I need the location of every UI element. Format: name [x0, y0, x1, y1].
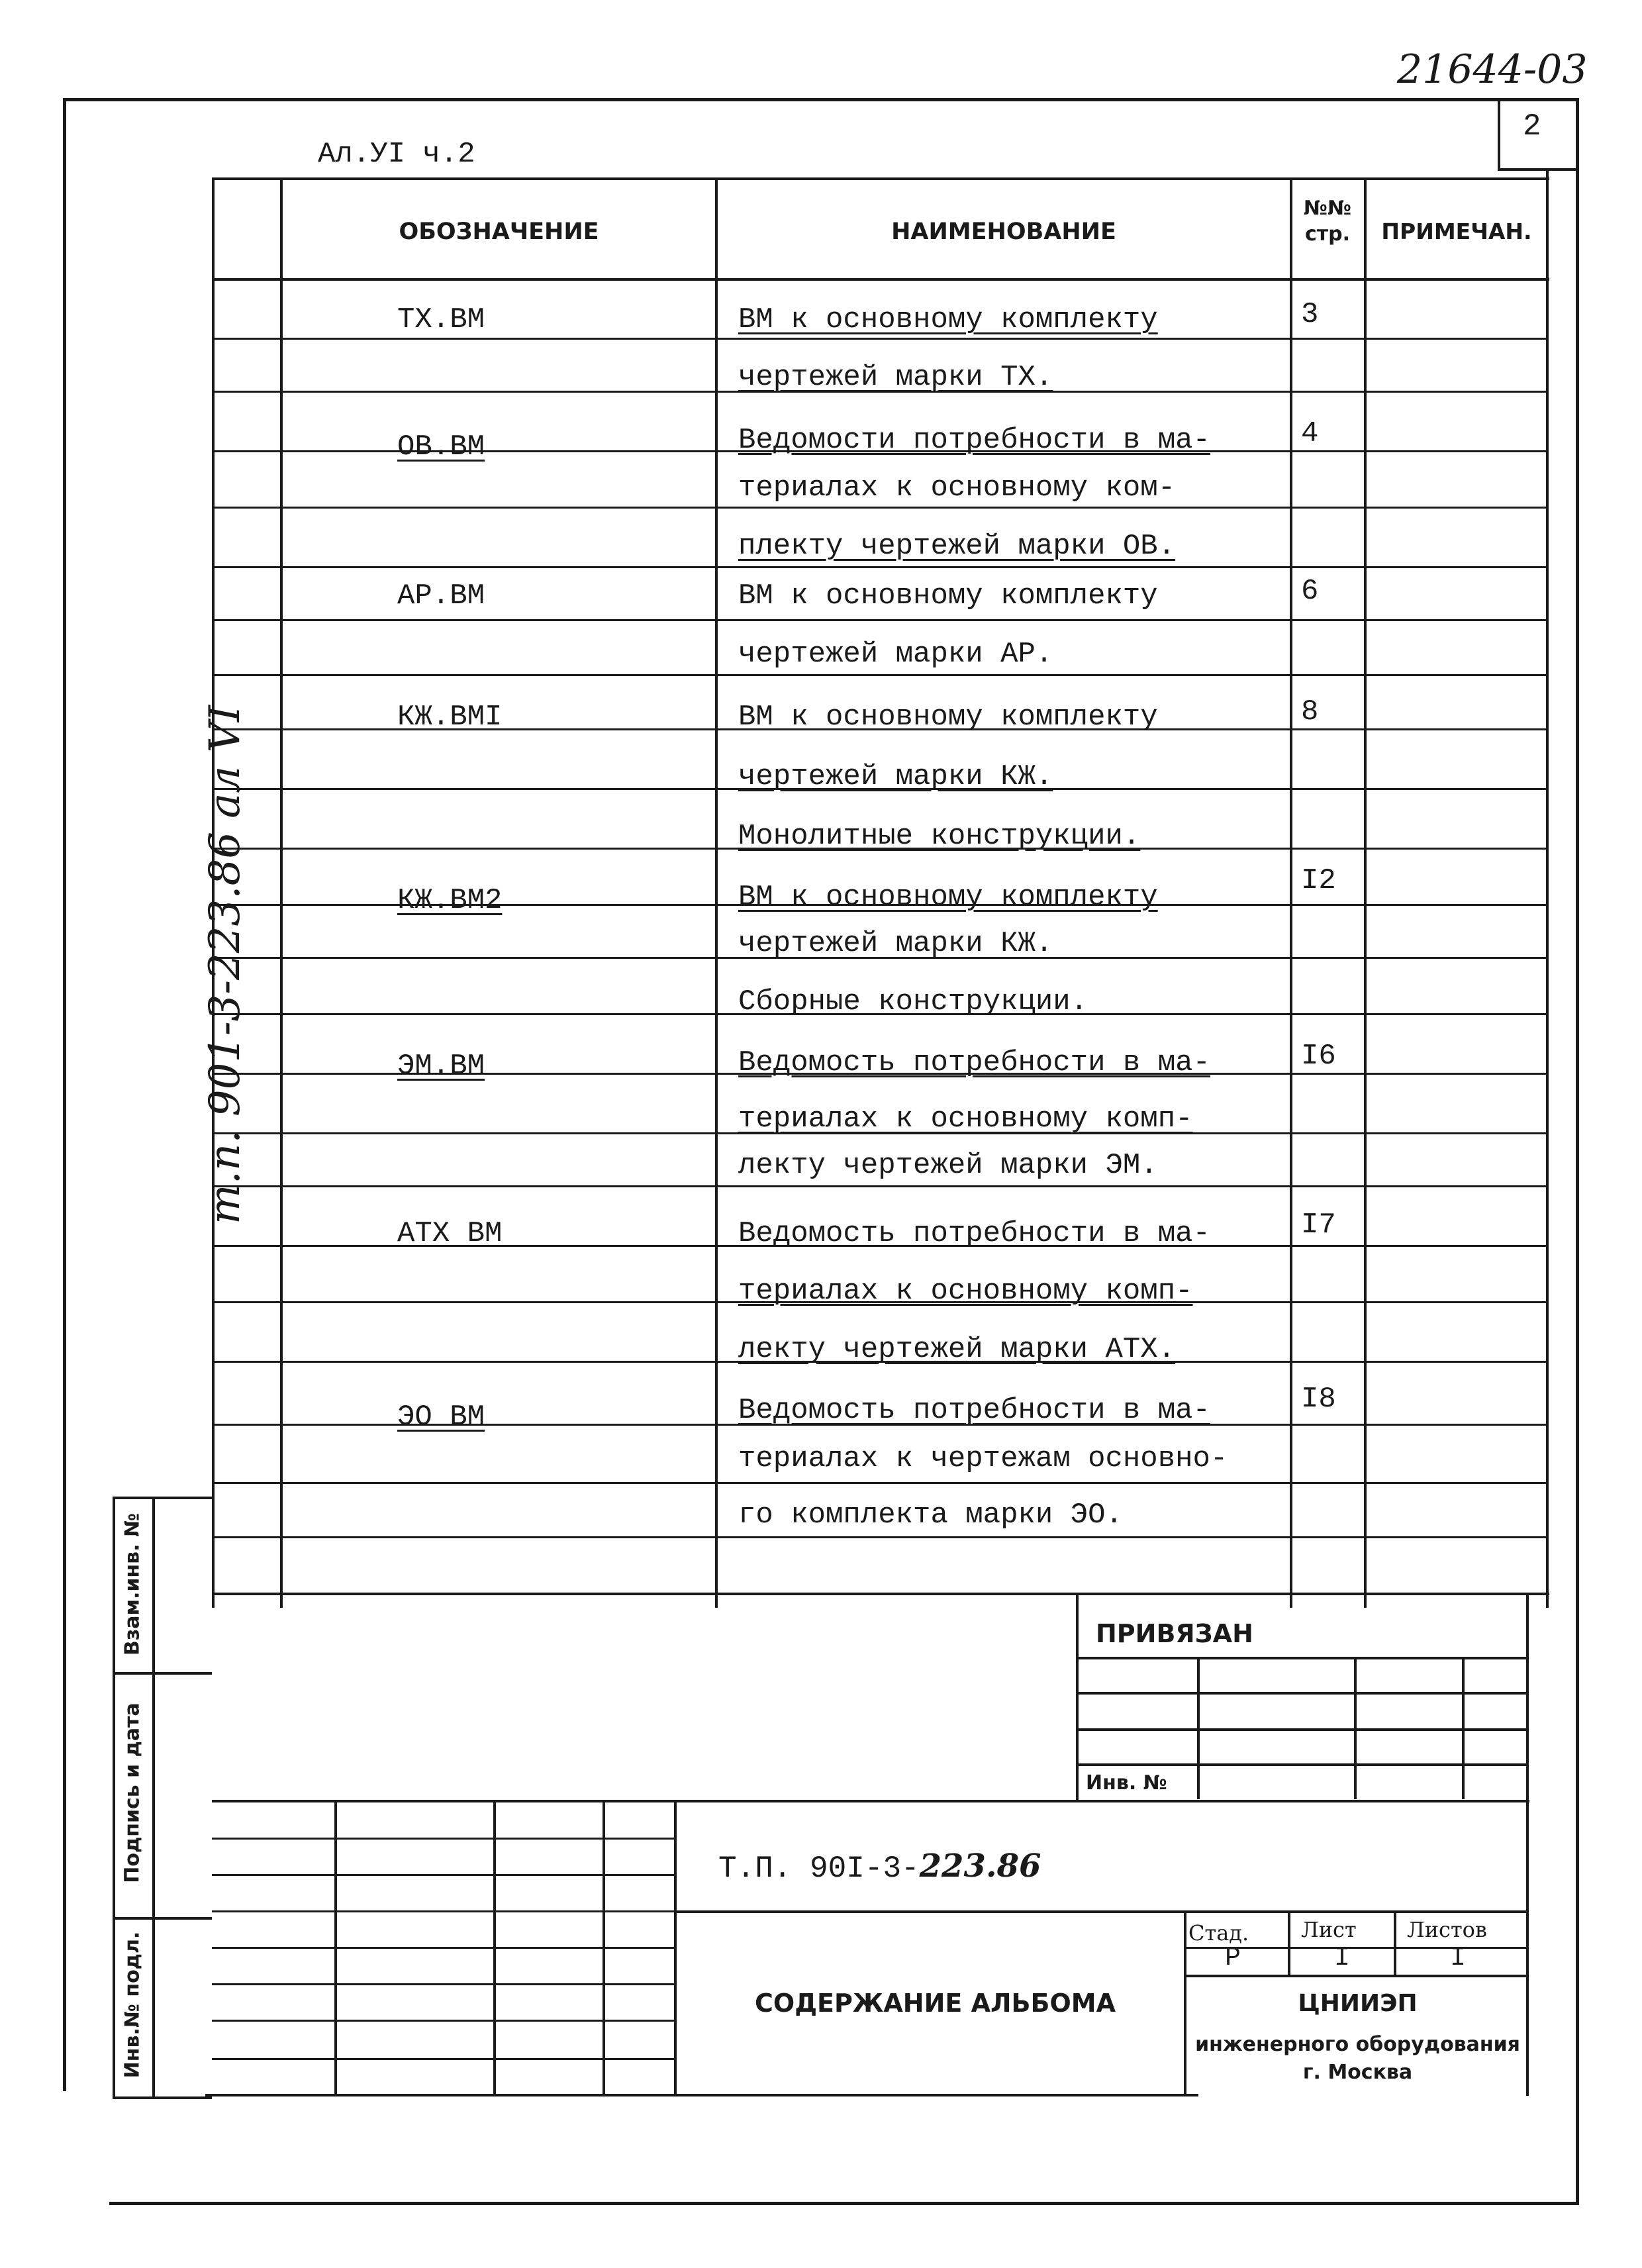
table-row-line: [212, 1536, 1548, 1538]
stamp-grid-row-line: [212, 1947, 675, 1949]
entry-name-line: лекту чертежей марки АТХ.: [738, 1333, 1176, 1366]
entry-page: I6: [1301, 1040, 1336, 1073]
header-remarks: ПРИМЕЧАН.: [1381, 219, 1532, 244]
entry-designation: АТХ ВМ: [397, 1217, 503, 1250]
bound-label: ПРИВЯЗАН: [1096, 1619, 1253, 1648]
entry-name-line: Сборные конструкции.: [738, 985, 1088, 1018]
entry-name-line: териалах к чертежам основно-: [738, 1442, 1228, 1475]
entry-designation: ЭМ.ВМ: [397, 1050, 485, 1083]
header-page-no: №№ стр.: [1303, 197, 1352, 246]
entry-designation: ОВ.ВМ: [397, 430, 485, 464]
org-subtitle: инженерного оборудования: [1195, 2033, 1520, 2056]
sheet-label: Лист: [1301, 1917, 1357, 1942]
bound-row1: [1076, 1657, 1529, 1659]
entry-page: I2: [1301, 864, 1336, 897]
stage-col2: [1394, 1910, 1396, 1975]
entry-name-line: ВМ к основному комплекту: [738, 881, 1158, 914]
header-name: НАИМЕНОВАНИЕ: [891, 219, 1116, 245]
entry-designation: ЭО ВМ: [397, 1401, 485, 1434]
project-code-typed: Т.П. 90I-3-: [718, 1851, 920, 1886]
table-row-line: [212, 619, 1548, 621]
stamp-grid-row-line: [212, 1910, 675, 1912]
stage-row2: [1184, 1975, 1529, 1977]
stage-value: Р: [1225, 1944, 1241, 1973]
inv-label: Инв. №: [1086, 1771, 1167, 1795]
entry-page: I8: [1301, 1383, 1336, 1416]
bound-row3: [1076, 1728, 1529, 1731]
entry-page: 3: [1301, 298, 1319, 331]
org-city: г. Москва: [1302, 2061, 1413, 2084]
bound-col2: [1354, 1657, 1357, 1799]
sidebox-left: [113, 1497, 115, 2099]
entry-designation: ТХ.ВМ: [397, 303, 485, 336]
frame-top: [63, 98, 1579, 101]
table-row-line: [212, 1185, 1548, 1187]
table-row-line: [212, 1482, 1548, 1484]
entry-designation: КЖ.ВМ2: [397, 884, 503, 917]
sheet-value: I: [1334, 1944, 1351, 1973]
entry-name-line: чертежей марки АР.: [738, 638, 1053, 671]
bound-col1: [1197, 1657, 1200, 1799]
entry-name-line: плекту чертежей марки ОВ.: [738, 530, 1176, 563]
frame-bottom: [109, 2202, 1579, 2205]
frame-right: [1576, 98, 1579, 2204]
sheet-number: 2: [1523, 109, 1541, 144]
entry-designation: АР.ВМ: [397, 579, 485, 613]
entry-name-line: чертежей марки КЖ.: [738, 927, 1053, 960]
table-row-line: [212, 566, 1548, 568]
entry-name-line: Ведомости потребности в ма-: [738, 424, 1210, 457]
stamp-grid-row-line: [212, 1983, 675, 1985]
stamp-bottom: [205, 2094, 1198, 2096]
stage-col1: [1288, 1910, 1290, 1975]
table-row-line: [212, 674, 1548, 676]
header-designation: ОБОЗНАЧЕНИЕ: [399, 219, 599, 245]
sidebox-mid: [152, 1497, 155, 2099]
entry-name-line: Монолитные конструкции.: [738, 820, 1141, 853]
frame-left: [63, 98, 66, 2091]
bound-left: [1076, 1593, 1079, 1801]
stamp-title-h: [674, 1910, 1529, 1913]
org-name: ЦНИИЭП: [1298, 1990, 1418, 2017]
stamp-grid-row-line: [212, 2020, 675, 2022]
project-code: [718, 1848, 1041, 1886]
entry-name-line: териалах к основному ком-: [738, 471, 1176, 505]
label-replace-inv: Взам.инв. №: [121, 1512, 144, 1656]
entry-name-line: го комплекта марки ЭО.: [738, 1499, 1123, 1532]
entry-name-line: Ведомость потребности в ма-: [738, 1394, 1210, 1427]
entry-name-line: чертежей марки ТХ.: [738, 361, 1053, 394]
label-inv-orig: Инв.№ подл.: [121, 1931, 144, 2079]
project-code-handwritten: 223.86: [919, 1848, 1041, 1885]
table-top: [212, 177, 1549, 180]
entry-name-line: ВМ к основному комплекту: [738, 701, 1158, 734]
stamp-grid-row-line: [212, 2058, 675, 2060]
album-part-label: Ал.УI ч.2: [318, 138, 475, 171]
entry-name-line: чертежей марки КЖ.: [738, 760, 1053, 793]
table-row-line: [212, 507, 1548, 509]
bound-col3: [1462, 1657, 1465, 1799]
stamp-top: [212, 1593, 1549, 1595]
entry-page: 6: [1301, 575, 1319, 608]
entry-page: 8: [1301, 695, 1319, 728]
bound-row2: [1076, 1692, 1529, 1695]
entry-name-line: лекту чертежей марки ЭМ.: [738, 1149, 1158, 1182]
entry-name-line: ВМ к основному комплекту: [738, 579, 1158, 613]
sheet-box-bottom: [1498, 168, 1578, 171]
document-number: 21644-03: [1397, 46, 1588, 93]
sheets-label: Листов: [1407, 1917, 1487, 1942]
stage-label: Стад.: [1188, 1920, 1249, 1946]
album-title: СОДЕРЖАНИЕ АЛЬБОМА: [755, 1989, 1116, 2018]
stamp-mid-h: [212, 1800, 1529, 1802]
stamp-grid-row-line: [212, 1874, 675, 1876]
label-sign-date: Подпись и дата: [121, 1702, 144, 1883]
header-bottom: [212, 278, 1549, 281]
stamp-right: [1526, 1593, 1529, 2096]
entry-designation: КЖ.ВМI: [397, 701, 503, 734]
table-right: [1546, 171, 1549, 1608]
bound-row4: [1076, 1763, 1529, 1766]
entry-name-line: териалах к основному комп-: [738, 1275, 1193, 1308]
table-row-line: [212, 338, 1548, 340]
side-handwritten-note: т.п. 901-3-223.86 ал VI: [201, 705, 250, 1225]
entry-name-line: ВМ к основному комплекту: [738, 303, 1158, 336]
entry-page: I7: [1301, 1208, 1336, 1242]
stamp-grid-row-line: [212, 1838, 675, 1840]
entry-page: 4: [1301, 417, 1319, 450]
sheet-box-left: [1498, 98, 1500, 170]
sheets-value: I: [1450, 1944, 1467, 1973]
entry-name-line: Ведомость потребности в ма-: [738, 1217, 1210, 1250]
entry-name-line: териалах к основному комп-: [738, 1103, 1193, 1136]
entry-name-line: Ведомость потребности в ма-: [738, 1046, 1210, 1079]
